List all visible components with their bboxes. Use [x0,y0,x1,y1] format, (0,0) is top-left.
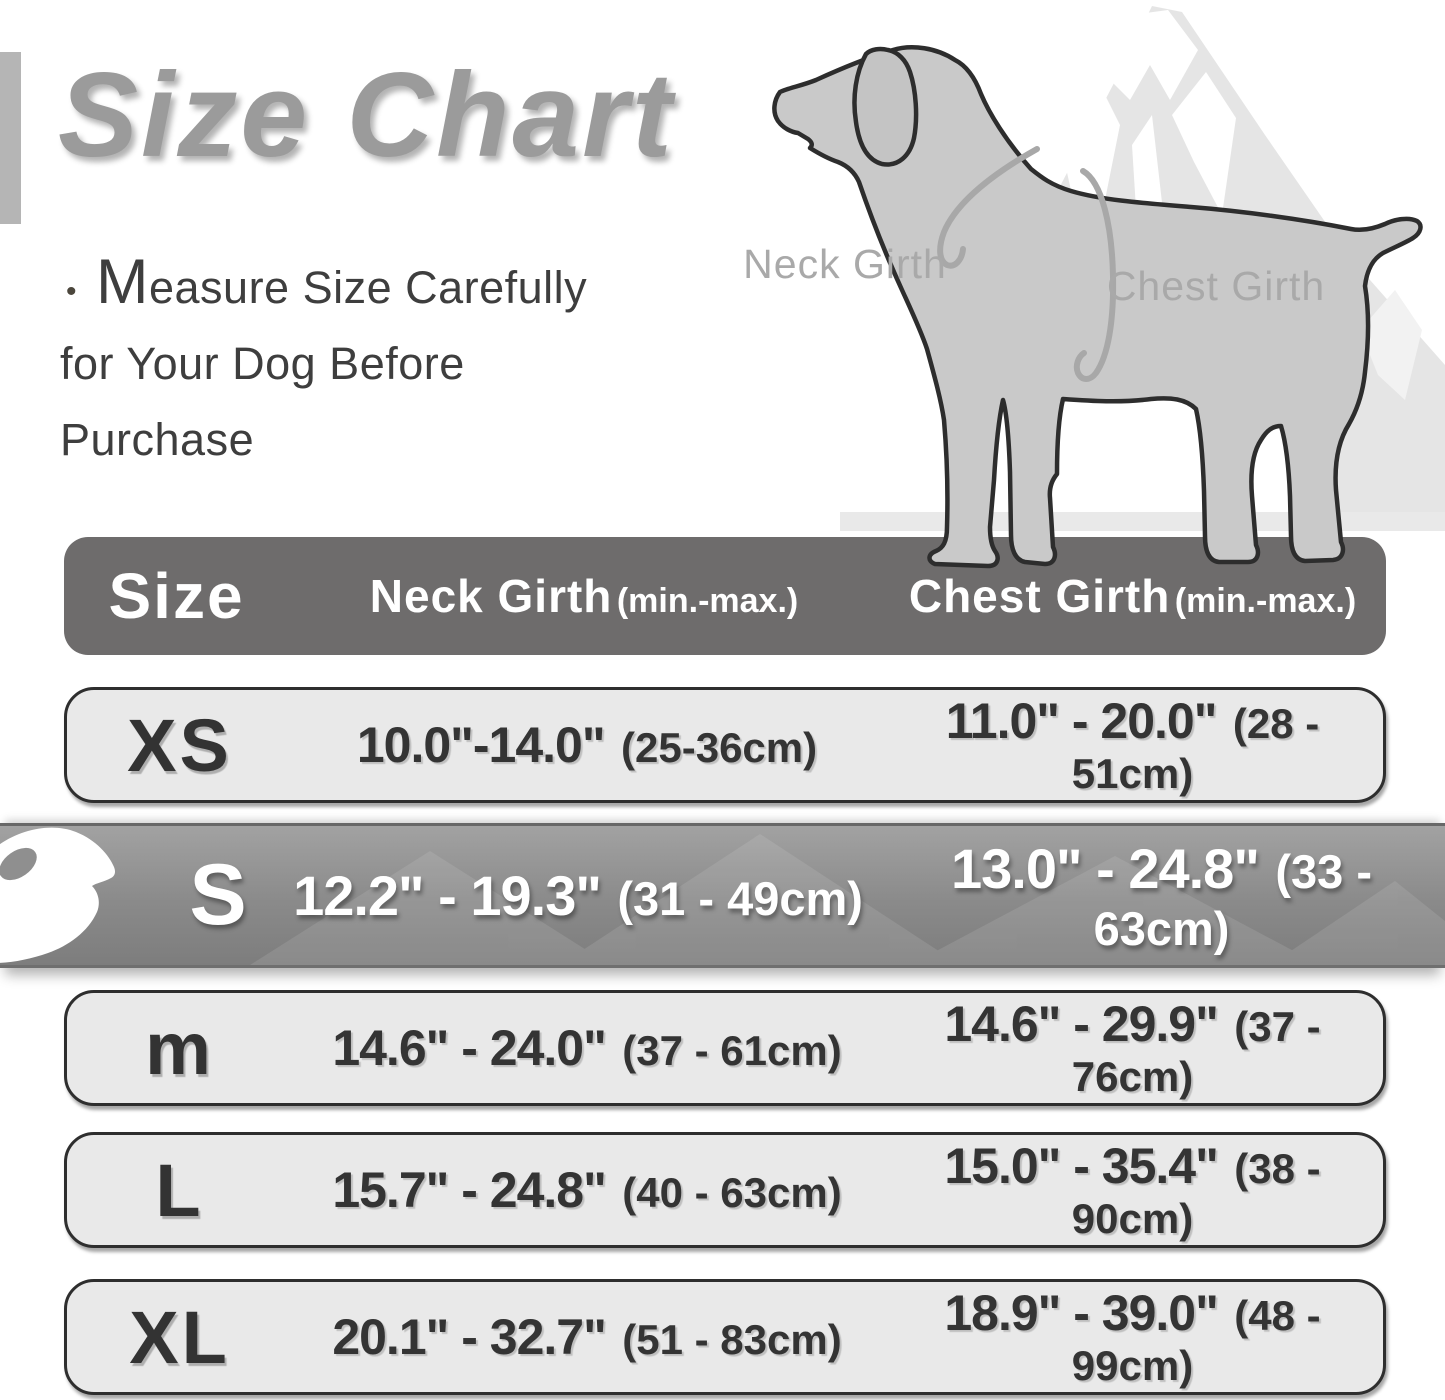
chest-girth-cell [882,1284,1383,1390]
left-accent-bar [0,52,21,224]
header-neck-sub: (min.-max.) [616,582,799,620]
chest-cm: (37 - 76cm) [1071,1003,1321,1100]
neck-cm: (37 - 61cm) [622,1027,842,1074]
measure-note [60,244,587,478]
dog-measurement-diagram [700,0,1445,575]
neck-inches: 20.1" - 32.7" [332,1309,606,1365]
note-line-1 [60,244,587,326]
chest-cm: (33 - 63cm) [1093,844,1372,955]
table-row-m [64,990,1386,1106]
chest-inches: 15.0" - 35.4" [944,1138,1218,1194]
neck-cm: (31 - 49cm) [617,872,863,925]
chest-cm: (48 - 99cm) [1071,1292,1321,1389]
chest-cm: (38 - 90cm) [1071,1145,1321,1242]
neck-girth-label: Neck Girth [743,241,947,287]
size-cell: XL [129,1295,230,1379]
note-first-letter: M [96,247,149,317]
white-dog-head-icon [0,823,156,968]
s-row-content [158,836,1445,956]
neck-inches: 10.0"-14.0" [356,717,605,773]
header-neck-girth [289,569,879,623]
size-cell: XS [127,703,232,787]
neck-cm: (25-36cm) [621,724,818,771]
neck-inches: 15.7" - 24.8" [332,1162,606,1218]
header-neck-main: Neck Girth [369,570,613,622]
header-size: Size [108,560,245,632]
neck-cm: (51 - 83cm) [622,1316,842,1363]
neck-cm: (40 - 63cm) [622,1169,842,1216]
chest-inches: 11.0" - 20.0" [945,693,1217,749]
chest-inches: 13.0" - 24.8" [951,836,1259,900]
neck-inches: 14.6" - 24.0" [332,1020,606,1076]
note-line-1-text: easure Size Carefully [148,262,588,313]
header-chest-sub: (min.-max.) [1174,582,1357,620]
neck-inches: 12.2" - 19.3" [293,864,601,927]
header-chest-main: Chest Girth [908,570,1171,622]
header-chest-girth [879,569,1386,623]
neck-girth-cell [292,1308,882,1366]
size-cell: S [189,847,247,943]
size-cell: m [145,1006,214,1090]
chest-girth-cell [882,995,1383,1101]
neck-girth-cell [292,1161,882,1219]
chest-cm: (28 - 51cm) [1071,700,1320,797]
chest-girth-label: Chest Girth [1106,263,1326,309]
table-row-l [64,1132,1386,1248]
note-line-2: for Your Dog Before [60,338,465,389]
note-line-3: Purchase [60,414,255,465]
chest-girth-cell [882,1137,1383,1243]
chest-girth-cell [878,836,1445,956]
neck-girth-cell [292,1019,882,1077]
chest-girth-cell [882,692,1383,798]
table-row-xs [64,687,1386,803]
chest-inches: 18.9" - 39.0" [944,1285,1218,1341]
neck-girth-cell [278,863,878,928]
dog-ear [854,49,916,164]
chest-inches: 14.6" - 29.9" [944,996,1218,1052]
size-cell: L [155,1148,204,1232]
bullet-dot: • [66,275,78,308]
page-title: Size Chart [58,48,675,182]
table-row-s-highlighted [0,823,1445,968]
table-row-xl [64,1279,1386,1395]
neck-girth-cell [292,716,882,774]
